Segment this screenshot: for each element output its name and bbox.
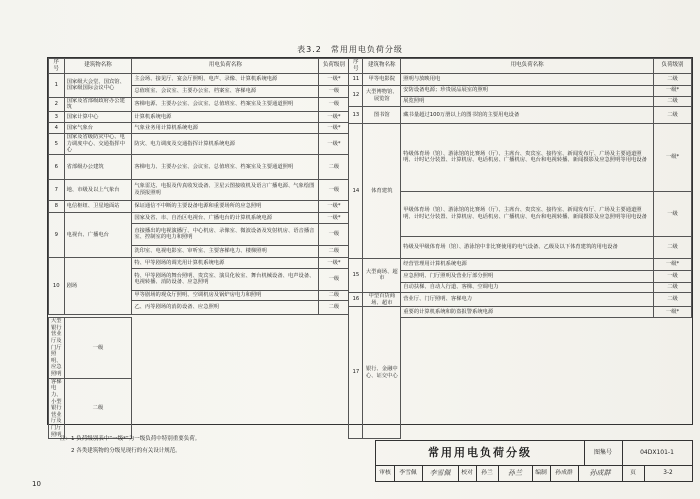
load-level: 一级* bbox=[319, 122, 349, 133]
load-name: 应急照明、门厅照明及营业厅部分照明 bbox=[401, 270, 654, 282]
table-title: 表3.2 常用用电负荷分级 bbox=[297, 45, 403, 54]
row-number: 9 bbox=[49, 212, 65, 257]
load-level: 二级 bbox=[654, 106, 692, 123]
load-level: 二级 bbox=[319, 245, 349, 257]
load-name: 主会场、接见厅、宴会厅照明、电声、录像、计算机系统电源 bbox=[132, 73, 319, 85]
load-name: 直接播出的电视演播厅、中心机房、录像室、微波设备及发射机房、语音播音室、控制室的电力和照明 bbox=[132, 223, 319, 245]
load-level: 一级* bbox=[654, 85, 692, 96]
header-no: 序号 bbox=[49, 59, 65, 74]
load-name: 国家及省、市、自治区电视台、广播电台的计算机系统电源 bbox=[132, 212, 319, 223]
page-code: 3-2 bbox=[663, 470, 673, 476]
load-name: 客梯电力、小型银行营业厅及门厅照明 bbox=[49, 378, 65, 438]
load-name: 洗印室、电视电影室、审听室、主要客梯电力、楼梯照明 bbox=[132, 245, 319, 257]
header-load: 用电负荷名称 bbox=[132, 59, 319, 74]
load-name: 甲等剧场的观众厅照明、空调机房及锅炉房电力和照明 bbox=[132, 290, 319, 300]
load-level: 一级* bbox=[319, 73, 349, 85]
building-name: 国家计算中心 bbox=[64, 111, 132, 122]
page-number: 10 bbox=[32, 480, 41, 488]
load-level: 二级 bbox=[654, 96, 692, 106]
load-name: 总值班室、会议室、主要办公室、档案室、客梯电源 bbox=[132, 85, 319, 97]
load-level: 一级* bbox=[654, 123, 692, 191]
load-name: 客梯电力、主要办公室、会议室、总值班室、档案室及主要通道照明 bbox=[132, 154, 319, 179]
page-label: 页 bbox=[622, 465, 645, 481]
load-name: 重要的计算机系统和防盗报警系统电源 bbox=[401, 307, 654, 318]
row-number: 8 bbox=[49, 200, 65, 212]
row-number: 5 bbox=[49, 133, 65, 154]
load-classification-table-frame bbox=[47, 57, 693, 438]
table-row bbox=[49, 85, 692, 96]
row-number: 7 bbox=[49, 179, 65, 200]
header-level: 负荷级别 bbox=[319, 59, 349, 74]
load-name: 气象雷达、电报及传真收发设备、卫星云图接收机及语言广播电源、气象绘图及预报照明 bbox=[132, 179, 319, 200]
load-level: 一级 bbox=[319, 97, 349, 111]
check-label: 校对 bbox=[458, 465, 477, 481]
atlas-label: 图集号 bbox=[584, 441, 623, 466]
header-building: 建筑物名称 bbox=[64, 59, 132, 74]
header-level: 负荷级别 bbox=[654, 59, 692, 74]
load-level: 二级 bbox=[654, 292, 692, 306]
load-name: 特、甲等剧场的舞台照明、贵宾室、演员化妆室、舞台机械设备、电声设备、电视转播、消防设备、应急照明 bbox=[132, 268, 319, 290]
load-level: 二级 bbox=[319, 290, 349, 300]
building-name: 甲等电影院 bbox=[363, 73, 401, 85]
building-name: 国家及省部级政府办公建筑 bbox=[64, 97, 132, 111]
building-name: 银行、金融中心、证交中心 bbox=[363, 307, 401, 439]
checker-signature: 孙兰 bbox=[498, 465, 533, 481]
note-line: 注：1 负荷级别表中“一级*”为一级负荷中特别重要负荷。 bbox=[60, 436, 201, 442]
load-level: 二级 bbox=[319, 154, 349, 179]
load-name: 防灾、电力调度及交通指挥计算机系统电源 bbox=[132, 133, 319, 154]
header-building: 建筑物名称 bbox=[363, 59, 401, 74]
row-number: 4 bbox=[49, 122, 65, 133]
row-number: 13 bbox=[349, 106, 363, 123]
load-name: 大型银行营业厅及门厅照明、应急照明 bbox=[49, 318, 65, 378]
building-name: 体育建筑 bbox=[363, 123, 401, 258]
load-name: 客梯电源、主要办公室、会议室、总值班室、档案室及主要通道照明 bbox=[132, 97, 319, 111]
load-level: 一级 bbox=[654, 191, 692, 236]
load-level: 一级 bbox=[64, 318, 132, 378]
building-name: 图书馆 bbox=[363, 106, 401, 123]
row-number: 10 bbox=[49, 257, 65, 314]
building-name: 省部级办公建筑 bbox=[64, 154, 132, 179]
load-level: 二级 bbox=[654, 282, 692, 292]
title-block-signature-row bbox=[376, 465, 692, 481]
design-label: 编制 bbox=[532, 465, 551, 481]
review-label: 审核 bbox=[376, 465, 395, 481]
load-name: 甲级体育场（馆）、游泳馆的比赛场（厅）、主席台、贵宾室、接待室、新闻发布厅、广场及主要通道照明、计时记分装置、计算机房、电话机房、广播机房、电台和电视转播、新闻摄影及应急照明等用电设备 bbox=[401, 191, 654, 236]
building-name: 剧场 bbox=[64, 257, 132, 314]
row-number: 14 bbox=[349, 123, 363, 258]
reviewer-signature: 李雪佩 bbox=[422, 465, 459, 481]
building-name: 地、市级及以上气象台 bbox=[64, 179, 132, 200]
load-name: 特级体育场（馆）、游泳馆的比赛场（厅）、主席台、贵宾室、接待室、新闻发布厅、广场及主要通道照明、计时记分装置、计算机房、电话机房、广播机房、电台和电视转播、新闻摄影及应急照明等用电设备 bbox=[401, 123, 654, 191]
building-name: 电视台、广播电台 bbox=[64, 212, 132, 257]
load-name: 特、甲等剧场的调光用计算机系统电源 bbox=[132, 257, 319, 268]
load-level: 一级* bbox=[319, 212, 349, 223]
load-name: 保证通信不中断的主要设备电源和重要场所的应急照明 bbox=[132, 200, 319, 212]
load-level: 一级 bbox=[319, 268, 349, 290]
load-name: 自动扶梯、自动人行道、客梯、空调电力 bbox=[401, 282, 654, 292]
load-level: 二级 bbox=[654, 73, 692, 85]
header-load: 用电负荷名称 bbox=[401, 59, 654, 74]
atlas-number: 04DX101-1 bbox=[622, 441, 692, 466]
row-number: 15 bbox=[349, 258, 363, 292]
building-name: 电信枢纽、卫星地面站 bbox=[64, 200, 132, 212]
load-classification-table bbox=[48, 58, 692, 439]
checker-name: 孙兰 bbox=[476, 465, 499, 481]
row-number: 3 bbox=[49, 111, 65, 122]
load-level: 一级* bbox=[319, 257, 349, 268]
row-number: 12 bbox=[349, 85, 363, 106]
row-number: 6 bbox=[49, 154, 65, 179]
building-name: 大型商场、超市 bbox=[363, 258, 401, 292]
header-no: 序号 bbox=[349, 59, 363, 74]
load-level: 一级 bbox=[319, 85, 349, 97]
load-name: 照明与放映用电 bbox=[401, 73, 654, 85]
table-header-row bbox=[49, 59, 692, 74]
load-name: 特级及甲级体育场（馆）、游泳馆中非比赛使用的电气设备、乙级及以下体育建筑的用电设备 bbox=[401, 236, 654, 258]
load-name: 营业厅、门厅照明、客梯电力 bbox=[401, 292, 654, 306]
load-name: 气象业务用计算机系统电源 bbox=[132, 122, 319, 133]
row-number: 11 bbox=[349, 73, 363, 85]
load-level: 一级 bbox=[654, 270, 692, 282]
building-name: 大型博物馆、展览馆 bbox=[363, 85, 401, 106]
designer-name: 孙成群 bbox=[550, 465, 579, 481]
reviewer-name: 李雪佩 bbox=[394, 465, 423, 481]
designer-signature: 孙成群 bbox=[578, 465, 623, 481]
row-number: 16 bbox=[349, 292, 363, 306]
building-name: 国家气象台 bbox=[64, 122, 132, 133]
notes bbox=[60, 433, 200, 457]
row-number: 1 bbox=[49, 73, 65, 97]
load-name: 乙、丙等剧场的消防设备、应急照明 bbox=[132, 300, 319, 314]
row-number: 2 bbox=[49, 97, 65, 111]
load-level: 一级* bbox=[319, 200, 349, 212]
load-level: 二级 bbox=[654, 236, 692, 258]
building-name: 国家及省级防灾中心、电力调度中心、交通指挥中心 bbox=[64, 133, 132, 154]
load-level: 一级 bbox=[319, 179, 349, 200]
load-name: 计算机系统电源 bbox=[132, 111, 319, 122]
load-level: 一级 bbox=[319, 223, 349, 245]
load-name: 经营管理用计算机系统电源 bbox=[401, 258, 654, 270]
title-block-main-title: 常用用电负荷分级 bbox=[376, 441, 585, 466]
load-level: 一级* bbox=[654, 258, 692, 270]
title-block bbox=[375, 440, 693, 482]
table-row bbox=[49, 73, 692, 85]
load-level: 一级* bbox=[654, 307, 692, 318]
note-line: 2 各类建筑物的分级见现行的有关设计规范。 bbox=[60, 448, 181, 454]
load-level: 一级* bbox=[319, 111, 349, 122]
load-name: 藏书量超过100万册以上的图书馆的主要用电设备 bbox=[401, 106, 654, 123]
load-name: 展览照明 bbox=[401, 96, 654, 106]
building-name: 中型百货商场、超市 bbox=[363, 292, 401, 306]
load-level: 二级 bbox=[319, 300, 349, 314]
load-level: 二级 bbox=[64, 378, 132, 438]
load-level: 一级* bbox=[319, 133, 349, 154]
row-number: 17 bbox=[349, 307, 363, 439]
load-name: 安防设备电源；珍贵展品展室的照明 bbox=[401, 85, 654, 96]
building-name: 国家级大会堂、国宾馆、国家级国际会议中心 bbox=[64, 73, 132, 97]
